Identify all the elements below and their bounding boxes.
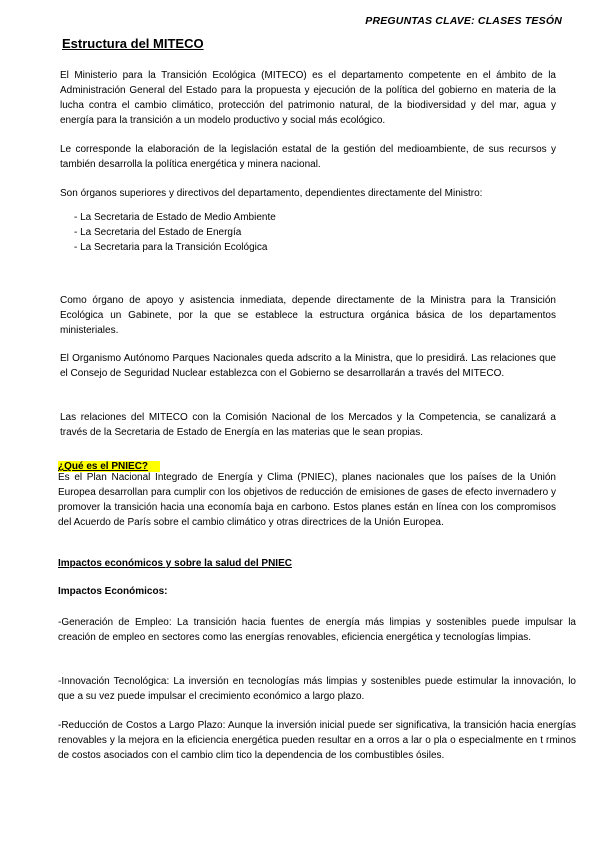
list-item: - La Secretaria para la Transición Ecológica: [74, 240, 554, 255]
impact-item-cost-reduction: -Reducción de Costos a Largo Plazo: Aunque la inversión inicial puede ser significativa, la transición hacia energías renovables y la mejora en la eficiencia energética pueden resultar en a orros a lar o pla o especialmente en t rminos de costos asociados con el cambio clim tico la dependencia de los combustibles ósiles.: [58, 720, 576, 761]
organs-list: [74, 210, 554, 255]
legislation-paragraph: Le corresponde la elaboración de la legislación estatal de la gestión del medioambiente, de sus recursos y también desarrolla la política energética y minera nacional.: [60, 144, 556, 170]
document-header-label: PREGUNTAS CLAVE: CLASES TESÓN: [365, 15, 562, 27]
list-item: - La Secretaria del Estado de Energía: [74, 225, 554, 240]
pniec-answer-paragraph: Es el Plan Nacional Integrado de Energía y Clima (PNIEC), planes nacionales que los países de la Unión Europea desarrollan para cumplir con los objetivos de reducción de emisiones de gases de efecto invernadero y promover la transición hacia una economía baja en carbono. Estos planes están en línea con los compromisos del Acuerdo de París sobre el cambio climático y otras directrices de la Unión Europea.: [58, 472, 556, 528]
economic-impacts-subheading: Impactos Económicos:: [58, 586, 168, 597]
cnmc-paragraph: Las relaciones del MITECO con la Comisión Nacional de los Mercados y la Competencia, se canalizará a través de la Secretaria de Estado de Energía en las materias que le sean propias.: [60, 412, 556, 438]
cabinet-paragraph: Como órgano de apoyo y asistencia inmediata, depende directamente de la Ministra para la Transición Ecológica un Gabinete, por la que se establece la estructura orgánica básica de los departamentos ministeriales.: [60, 295, 556, 336]
section-title: Estructura del MITECO: [62, 36, 204, 51]
list-item: - La Secretaria de Estado de Medio Ambiente: [74, 210, 554, 225]
parks-paragraph: El Organismo Autónomo Parques Nacionales queda adscrito a la Ministra, que lo presidirá. Las relaciones que el Consejo de Seguridad Nuclear establezca con el Gobierno se desarrollarán a través del MITECO.: [60, 353, 556, 379]
intro-paragraph: El Ministerio para la Transición Ecológica (MITECO) es el departamento competente en el ámbito de la Administración General del Estado para la propuesta y ejecución de la política del gobierno en materia de la lucha contra el cambio climático, protección del patrimonio natural, de la biodiversidad y del mar, agua y energía para la transición a un modelo productivo y social más ecológico.: [60, 70, 556, 126]
impact-item-innovation: -Innovación Tecnológica: La inversión en tecnologías más limpias y sostenibles puede estimular la innovación, lo que a su vez puede impulsar el crecimiento económico a largo plazo.: [58, 676, 576, 702]
organs-intro-paragraph: Son órganos superiores y directivos del departamento, dependientes directamente del Ministro:: [60, 188, 483, 199]
highlighted-question: ¿Qué es el PNIEC?: [58, 461, 160, 472]
impact-item-employment: -Generación de Empleo: La transición hacia fuentes de energía más limpias y sostenibles puede impulsar la creación de empleo en sectores como las energías renovables, eficiencia energética y tecnologías limpias.: [58, 617, 576, 643]
impacts-heading: Impactos económicos y sobre la salud del PNIEC: [58, 558, 292, 569]
